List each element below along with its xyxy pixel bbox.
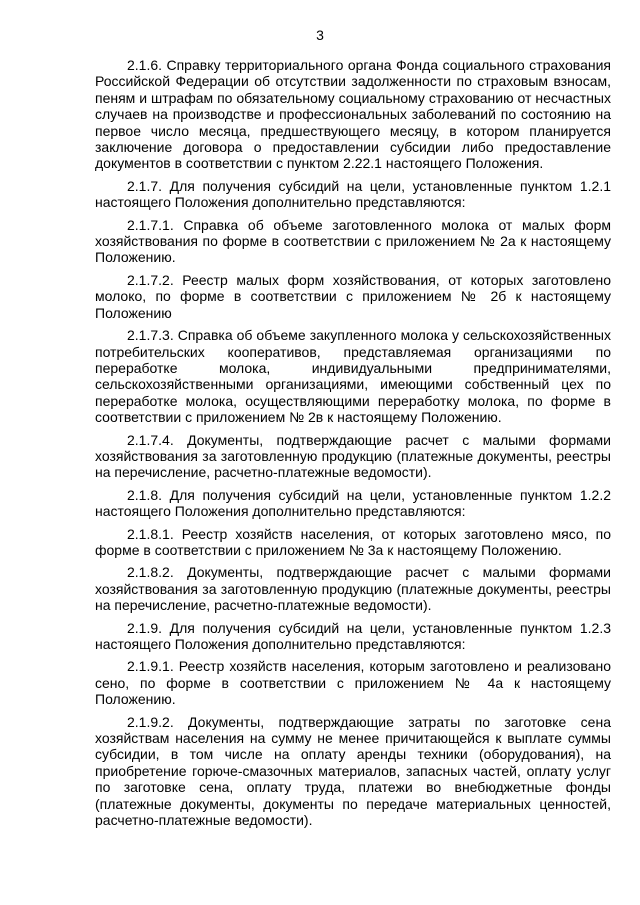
document-body [95,57,611,834]
paragraph-2-1-8-2: 2.1.8.2. Документы, подтверждающие расчет с малыми формами хозяйствования за заготовленную продукцию (платежные документы, реестры на перечисление, расчетно-платежные ведомости). [95,564,611,614]
paragraph-2-1-7-1: 2.1.7.1. Справка об объеме заготовленного молока от малых форм хозяйствования по форме в соответствии с приложением № 2а к настоящему Положению. [95,216,611,266]
paragraph-2-1-7-2: 2.1.7.2. Реестр малых форм хозяйствования, от которых заготовлено молоко, по форме в соответствии с приложением № 2б к настоящему Положению [95,271,611,321]
paragraph-2-1-7-3: 2.1.7.3. Справка об объеме закупленного молока у сельскохозяйственных потребительских кооперативов, представляемая организациями по переработке молока, индивидуальными предпринимателями, сельскохозяйственными организациями, имеющими собственный цех по переработке молока, осуществляющими переработку молока, по форме в соответствии с приложением № 2в к настоящему Положению. [95,327,611,426]
paragraph-2-1-6: 2.1.6. Справку территориального органа Фонда социального страхования Российской Федерации об отсутствии задолженности по страховым взносам, пеням и штрафам по обязательному социальному страхованию от несчастных случаев на производстве и профессиональных заболеваний по состоянию на первое число месяца, предшествующего месяцу, в котором планируется заключение договора о предоставлении субсидии либо предоставление документов в соответствии с пунктом 2.22.1 настоящего Положения. [95,57,611,172]
paragraph-2-1-8: 2.1.8. Для получения субсидий на цели, установленные пунктом 1.2.2 настоящего Положения дополнительно представляются: [95,486,611,520]
paragraph-2-1-9: 2.1.9. Для получения субсидий на цели, установленные пунктом 1.2.3 настоящего Положения дополнительно представляются: [95,619,611,652]
paragraph-2-1-7: 2.1.7. Для получения субсидий на цели, установленные пунктом 1.2.1 настоящего Положения дополнительно представляются: [95,177,611,211]
paragraph-2-1-8-1: 2.1.8.1. Реестр хозяйств населения, от которых заготовлено мясо, по форме в соответствии с приложением № 3а к настоящему Положению. [95,525,611,558]
paragraph-2-1-7-4: 2.1.7.4. Документы, подтверждающие расчет с малыми формами хозяйствования за заготовленную продукцию (платежные документы, реестры на перечисление, расчетно-платежные ведомости). [95,431,611,481]
paragraph-2-1-9-2: 2.1.9.2. Документы, подтверждающие затраты по заготовке сена хозяйствам населения на сумму не менее причитающейся к выплате суммы субсидии, в том числе на оплату аренды техники (оборудования), на приобретение горюче-смазочных материалов, запасных частей, оплату услуг по заготовке сена, оплату труда, платежи во внебюджетные фонды (платежные документы, документы по передаче материальных ценностей, расчетно-платежные ведомости). [95,713,611,829]
page-number: 3 [316,27,324,43]
paragraph-2-1-9-1: 2.1.9.1. Реестр хозяйств населения, которым заготовлено и реализовано сено, по форме в соответствии с приложением № 4а к настоящему Положению. [95,658,611,708]
